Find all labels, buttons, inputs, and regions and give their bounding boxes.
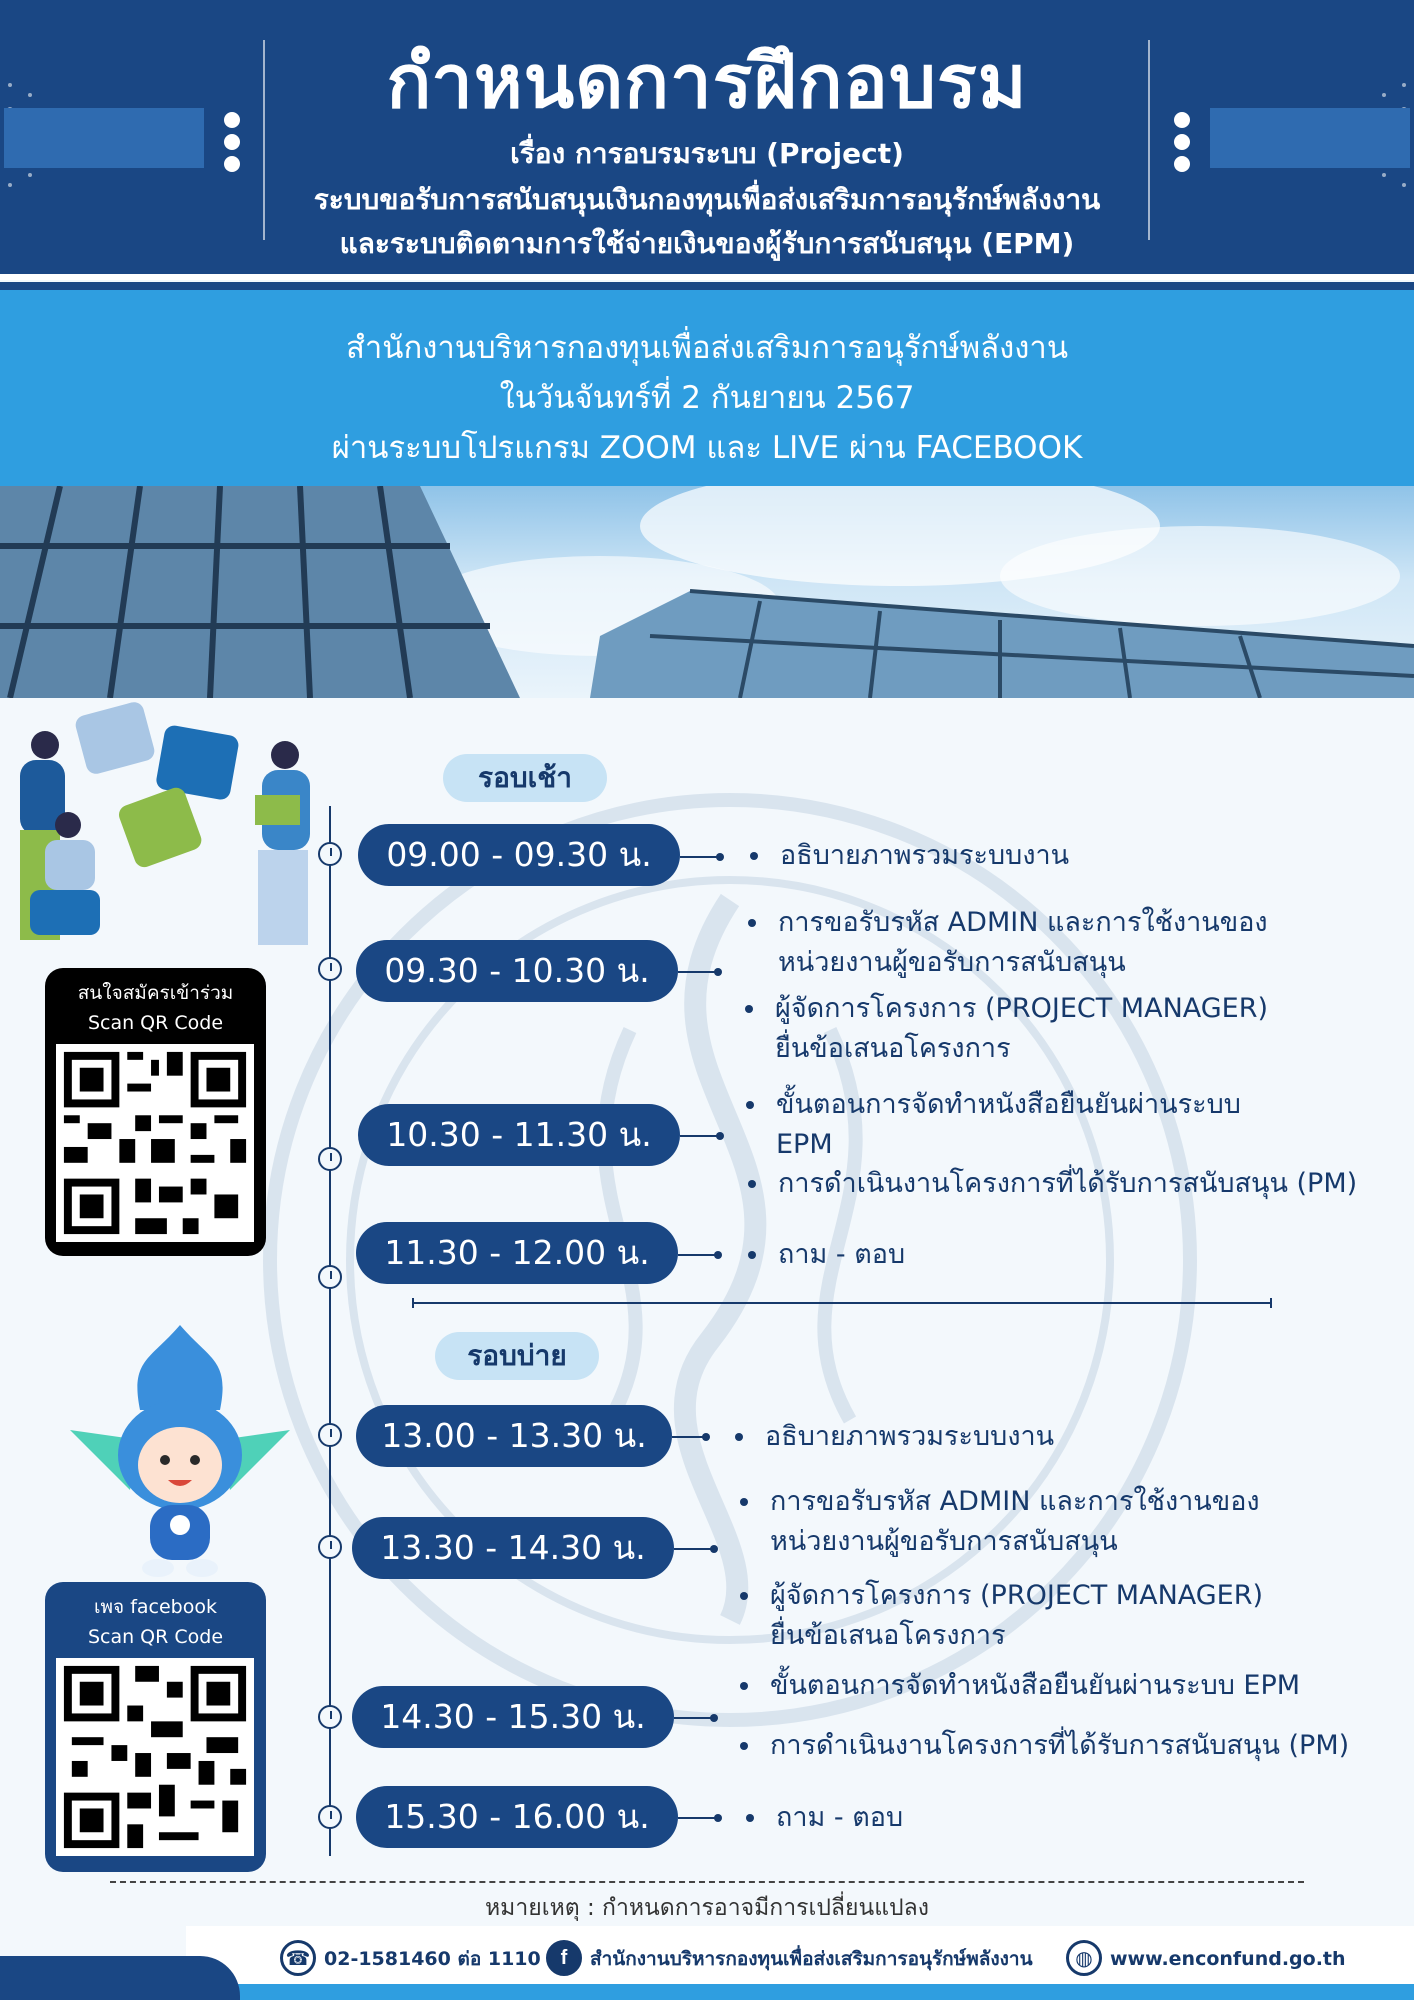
connector bbox=[678, 971, 718, 973]
channel-text: ผ่านระบบโปรแกรม ZOOM และ LIVE ผ่าน FACEBOOK bbox=[331, 430, 1083, 466]
clock-icon bbox=[318, 1535, 342, 1559]
agenda-item: ขั้นตอนการจัดทำหนังสือยืนยันผ่านระบบ EPM bbox=[770, 1666, 1300, 1706]
agenda-item: การดำเนินงานโครงการที่ได้รับการสนับสนุน (PM) bbox=[778, 1164, 1357, 1204]
note-divider bbox=[110, 1881, 1304, 1883]
clock-icon bbox=[318, 1147, 342, 1171]
time-slot-1530: 15.30 - 16.00 น. bbox=[356, 1786, 678, 1848]
agenda-item: ผู้จัดการโครงการ (PROJECT MANAGER) bbox=[770, 1576, 1263, 1616]
agenda-item: ถาม - ตอบ bbox=[778, 1235, 905, 1275]
page-subtitle-topic: เรื่อง การอบรมระบบ (Project) bbox=[510, 137, 904, 170]
clock-icon bbox=[318, 1265, 342, 1289]
qr-facebook-caption: เพจ facebook bbox=[94, 1596, 217, 1618]
mascot-illustration bbox=[70, 1320, 290, 1580]
page-subtitle-epm: และระบบติดตามการใช้จ่ายเงินของผู้รับการสนับสนุน (EPM) bbox=[339, 227, 1075, 260]
agenda-item: ถาม - ตอบ bbox=[776, 1798, 903, 1838]
agenda-item-continued: หน่วยงานผู้ขอรับการสนับสนุน bbox=[778, 947, 1126, 978]
clock-icon bbox=[318, 1805, 342, 1829]
agenda-item-continued: ยื่นข้อเสนอโครงการ bbox=[770, 1620, 1006, 1651]
time-slot-1330: 13.30 - 14.30 น. bbox=[352, 1517, 674, 1579]
building-illustration bbox=[0, 486, 1414, 698]
clock-icon bbox=[318, 1423, 342, 1447]
footer-tab bbox=[0, 1956, 240, 2000]
phone-icon: ☎ bbox=[280, 1940, 316, 1976]
clock-icon bbox=[318, 957, 342, 981]
connector bbox=[674, 1548, 714, 1550]
connector bbox=[672, 1436, 706, 1438]
time-slot-1030: 10.30 - 11.30 น. bbox=[358, 1104, 680, 1166]
connector bbox=[680, 1135, 720, 1137]
agenda-item-continued: หน่วยงานผู้ขอรับการสนับสนุน bbox=[770, 1526, 1118, 1557]
organizer-text: สำนักงานบริหารกองทุนเพื่อส่งเสริมการอนุรักษ์พลังงาน bbox=[345, 330, 1069, 366]
connector bbox=[678, 1254, 718, 1256]
time-slot-1430: 14.30 - 15.30 น. bbox=[352, 1686, 674, 1748]
footer-facebook-link[interactable]: สำนักงานบริหารกองทุนเพื่อส่งเสริมการอนุรักษ์พลังงาน bbox=[590, 1948, 1033, 1970]
agenda-item: ขั้นตอนการจัดทำหนังสือยืนยันผ่านระบบ bbox=[776, 1085, 1241, 1125]
page-subtitle-system: ระบบขอรับการสนับสนุนเงินกองทุนเพื่อส่งเสริมการอนุรักษ์พลังงาน bbox=[313, 183, 1101, 216]
time-slot-0930: 09.30 - 10.30 น. bbox=[356, 940, 678, 1002]
qr-register-scan-label: Scan QR Code bbox=[87, 1012, 224, 1034]
time-slot-1300: 13.00 - 13.30 น. bbox=[356, 1405, 672, 1467]
header-rule bbox=[0, 274, 1414, 280]
agenda-item-continued: EPM bbox=[776, 1129, 833, 1160]
globe-icon: ◍ bbox=[1066, 1940, 1102, 1976]
connector bbox=[678, 1817, 718, 1819]
connector bbox=[674, 1717, 714, 1719]
agenda-item: อธิบายภาพรวมระบบงาน bbox=[765, 1417, 1054, 1457]
header-rule-dark bbox=[0, 282, 1414, 290]
clock-icon bbox=[318, 842, 342, 866]
facebook-icon: f bbox=[546, 1940, 582, 1976]
agenda-item: อธิบายภาพรวมระบบงาน bbox=[780, 836, 1069, 876]
qr-code-icon[interactable] bbox=[56, 1044, 254, 1242]
time-slot-0900: 09.00 - 09.30 น. bbox=[358, 824, 680, 886]
time-slot-1130: 11.30 - 12.00 น. bbox=[356, 1222, 678, 1284]
agenda-item-continued: ยื่นข้อเสนอโครงการ bbox=[775, 1033, 1011, 1064]
agenda-item: การขอรับรหัส ADMIN และการใช้งานของ bbox=[778, 903, 1268, 943]
qr-code-icon[interactable] bbox=[56, 1658, 254, 1856]
qr-facebook-scan-label: Scan QR Code bbox=[87, 1626, 224, 1648]
agenda-item: การดำเนินงานโครงการที่ได้รับการสนับสนุน (PM) bbox=[770, 1726, 1349, 1766]
session-divider bbox=[412, 1302, 1272, 1304]
afternoon-session-label: รอบบ่าย bbox=[435, 1332, 599, 1380]
agenda-item: ผู้จัดการโครงการ (PROJECT MANAGER) bbox=[775, 989, 1268, 1029]
team-puzzle-illustration bbox=[0, 700, 330, 960]
building-photo bbox=[0, 486, 1414, 698]
footer-website-link[interactable]: www.enconfund.go.th bbox=[1110, 1948, 1346, 1970]
footer-phone[interactable]: 02-1581460 ต่อ 1110 bbox=[324, 1948, 541, 1970]
agenda-item: การขอรับรหัส ADMIN และการใช้งานของ bbox=[770, 1482, 1260, 1522]
clock-icon bbox=[318, 1705, 342, 1729]
connector bbox=[680, 856, 720, 858]
qr-register-caption: สนใจสมัครเข้าร่วม bbox=[77, 982, 234, 1004]
page-title: กำหนดการฝึกอบรม bbox=[386, 39, 1028, 125]
date-text: ในวันจันทร์ที่ 2 กันยายน 2567 bbox=[499, 380, 915, 416]
morning-session-label: รอบเช้า bbox=[443, 754, 607, 802]
schedule-note: หมายเหตุ : กำหนดการอาจมีการเปลี่ยนแปลง bbox=[485, 1895, 929, 1921]
